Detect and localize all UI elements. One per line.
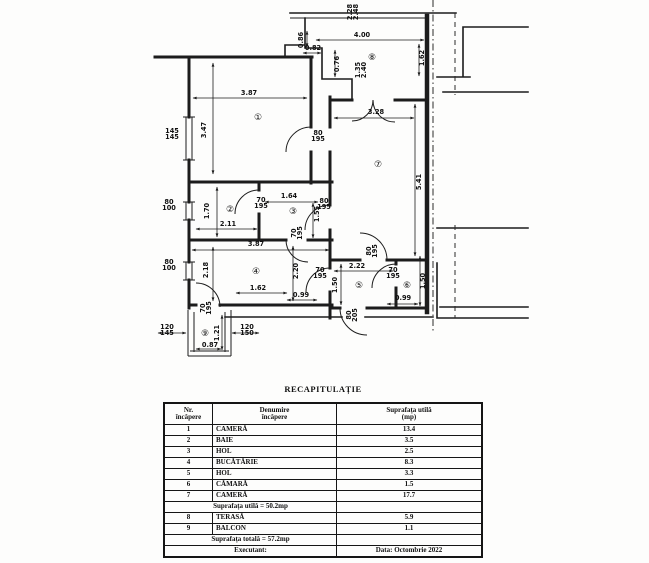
- table-cell: 3.3: [336, 469, 482, 480]
- executant-label: Executant:: [164, 546, 336, 558]
- recap-table-body: [164, 403, 482, 557]
- dimension-label: 70 195: [313, 266, 327, 281]
- dimension-label: 3.47: [200, 121, 208, 139]
- dimension-label: 2.11: [219, 220, 237, 228]
- table-cell: 13.4: [336, 425, 482, 436]
- table-row: [164, 447, 482, 458]
- dimension-label: 1.21: [213, 324, 221, 342]
- room-number-marker: ⑨: [200, 329, 210, 339]
- table-cell: 3.5: [336, 436, 482, 447]
- table-cell: 6: [164, 480, 212, 491]
- table-cell: 5: [164, 469, 212, 480]
- table-row: [164, 436, 482, 447]
- table-cell: 2: [164, 436, 212, 447]
- table-cell: HOL: [212, 447, 336, 458]
- date-label: Data: Octombrie 2022: [336, 546, 482, 558]
- table-cell: HOL: [212, 469, 336, 480]
- table-cell: 2.5: [336, 447, 482, 458]
- total-row: [164, 535, 482, 546]
- empty-cell: [336, 502, 482, 513]
- dimension-label: 0.99: [292, 291, 310, 299]
- dimension-labels: [160, 3, 427, 349]
- table-cell: TERASĂ: [212, 513, 336, 524]
- recap-title: RECAPITULAȚIE: [284, 384, 362, 394]
- dimension-label: 120 145: [160, 323, 174, 338]
- dimension-label: 0.76: [333, 55, 341, 73]
- dimension-label: 70195: [290, 226, 305, 240]
- subtotal-row: [164, 502, 482, 513]
- dimension-label: 80 195: [317, 197, 331, 212]
- table-cell: 1.1: [336, 524, 482, 535]
- dimension-label: 120 150: [240, 323, 254, 338]
- dimension-label: 80195: [365, 244, 380, 258]
- table-cell: 8.3: [336, 458, 482, 469]
- dimension-label: 1.64: [280, 192, 298, 200]
- room-number-marker: ①: [253, 113, 263, 123]
- column-header: Suprafața utilă (mp): [336, 403, 482, 425]
- dimension-label: 5.41: [415, 173, 423, 191]
- dimension-label: 1.352.40: [354, 61, 369, 79]
- dimension-label: 70 195: [254, 196, 268, 211]
- table-cell: 5.9: [336, 513, 482, 524]
- table-cell: 9: [164, 524, 212, 535]
- table-cell: CAMERĂ: [212, 491, 336, 502]
- column-header: Denumire încăpere: [212, 403, 336, 425]
- dimension-label: 2.20: [292, 262, 300, 280]
- dimension-label: 0.99: [394, 294, 412, 302]
- dimension-label: 0.82: [304, 44, 322, 52]
- table-cell: BALCON: [212, 524, 336, 535]
- empty-cell: [336, 535, 482, 546]
- dimension-label: 80 100: [162, 198, 176, 213]
- footer-row: [164, 546, 482, 558]
- room-number-marker: ④: [251, 267, 261, 277]
- dimension-label: 1.62: [418, 49, 426, 67]
- dimension-label: 3.87: [247, 240, 265, 248]
- dimension-label: 2.282.48: [346, 3, 361, 21]
- dimension-label: 1.55: [313, 205, 321, 223]
- table-cell: CAMERĂ: [212, 425, 336, 436]
- table-row: [164, 513, 482, 524]
- table-cell: 4: [164, 458, 212, 469]
- dimension-label: 4.00: [353, 31, 371, 39]
- table-row: [164, 458, 482, 469]
- dimension-label: 145 145: [165, 127, 179, 142]
- room-number-marker: ⑧: [367, 53, 377, 63]
- recap-table: [163, 402, 483, 558]
- table-row: [164, 480, 482, 491]
- table-cell: 8: [164, 513, 212, 524]
- table-row: [164, 469, 482, 480]
- room-number-marker: ②: [225, 205, 235, 215]
- dimension-label: 2.18: [202, 261, 210, 279]
- table-cell: 1.5: [336, 480, 482, 491]
- dimension-label: 0.87: [201, 341, 219, 349]
- table-cell: 3: [164, 447, 212, 458]
- table-row: [164, 425, 482, 436]
- column-header: Nr. încăpere: [164, 403, 212, 425]
- table-cell: 1: [164, 425, 212, 436]
- walls: [155, 0, 528, 332]
- room-number-marker: ⑤: [354, 281, 364, 291]
- dimension-label: 2.22: [348, 262, 366, 270]
- room-number-marker: ③: [288, 207, 298, 217]
- dimension-label: 1.50: [331, 276, 339, 294]
- dimension-label: 80 100: [162, 258, 176, 273]
- subtotal-row-label: Suprafața utilă = 50.2mp: [164, 502, 336, 513]
- dimension-label: 3.28: [367, 108, 385, 116]
- total-row-label: Suprafața totală = 57.2mp: [164, 535, 336, 546]
- table-header-row: [164, 403, 482, 425]
- table-row: [164, 524, 482, 535]
- dimension-label: 1.62: [249, 284, 267, 292]
- dimension-label: 80205: [345, 308, 360, 322]
- table-cell: BUCĂTĂRIE: [212, 458, 336, 469]
- dimension-lines: [158, 31, 424, 350]
- table-cell: 17.7: [336, 491, 482, 502]
- room-number-marker: ⑦: [373, 160, 383, 170]
- dimension-label: 1.70: [203, 202, 211, 220]
- dimension-label: 3.87: [240, 89, 258, 97]
- dimension-label: 70 195: [386, 266, 400, 281]
- dimension-label: 0.86: [297, 31, 305, 49]
- table-cell: 7: [164, 491, 212, 502]
- dimension-label: 70195: [199, 301, 214, 315]
- dimension-label: 1.50: [419, 272, 427, 290]
- room-number-marker: ⑥: [402, 281, 412, 291]
- dimension-label: 80 195: [311, 129, 325, 144]
- table-cell: CĂMARĂ: [212, 480, 336, 491]
- table-cell: BAIE: [212, 436, 336, 447]
- table-row: [164, 491, 482, 502]
